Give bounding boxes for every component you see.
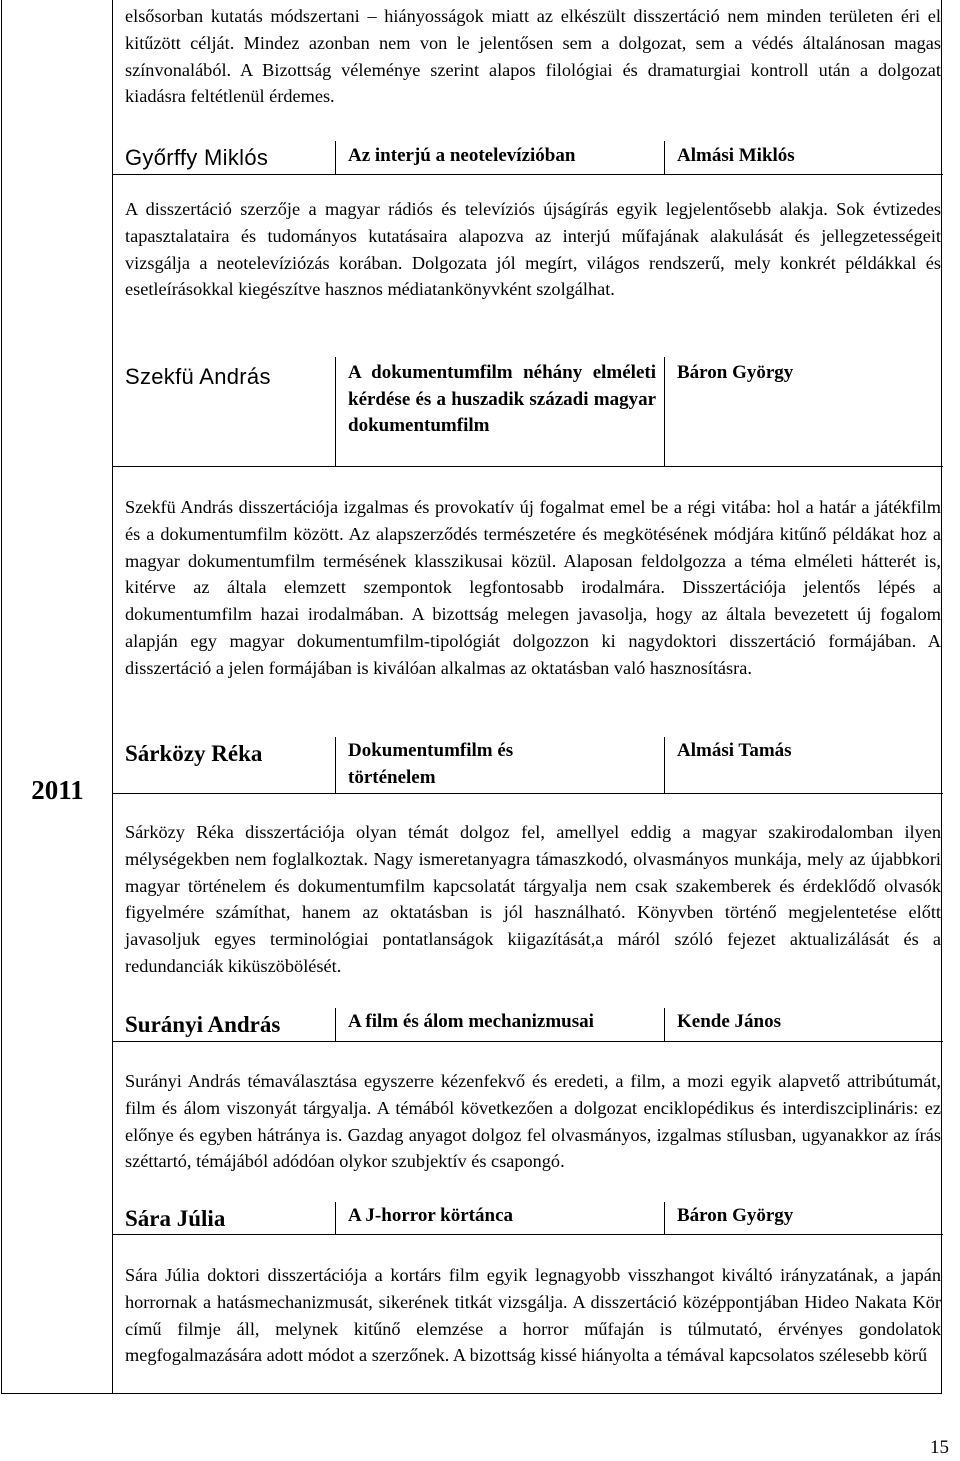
entry-title: Az interjú a neotelevízióban [336,141,665,175]
year-label: 2011 [31,775,84,805]
entry-author: Szekfü András [113,357,336,467]
entry-author: Sárközy Réka [113,737,336,794]
thesis-table [1,0,942,1394]
intro-paragraph: elsősorban kutatás módszertani – hiányosságok miatt az elkészült disszertáció nem minden területen éri el kitűzött célját. Mindez azonban nem von le jelentősen sem a dolgozat, sem a védés általánosan magas színvonalából. A Bizottság véleménye szerint alapos filológiai és dramaturgiai kontroll után a dolgozat kiadásra feltétlenül érdemes. [125,6,941,107]
entry-advisor: Almási Tamás [665,737,943,794]
entry-title: A film és álom mechanizmusai [336,1008,665,1042]
entry-text: Sárközy Réka disszertációja olyan témát dolgoz fel, amellyel eddig a magyar szakirodalomban ilyen mélységekben nem foglalkoztak. Nagy ismeretanyagra támaszkodó, olvasmányos munkája, mely az újabbkori magyar történelem és dokumentumfilm kapcsolatát tárgyalja nem csak szakemberek és érdeklődő olvasók figyelmére számíthat, hanem az oktatásban is jól használható. Könyvben történő megjelentetése előtt javasoljuk egyes terminológiai pontatlanságok kiigazítását,a máról szóló fejezet aktualizálását és a redundanciák kiküszöbölését. [125,822,941,976]
entry-advisor: Báron György [665,357,943,467]
entry-text: Szekfü András disszertációja izgalmas és provokatív új fogalmat emel be a régi vitába: hol a határ a játékfilm és a dokumentumfilm között. Az alapszerződés természetére és megkötésének módjára kitűnő példákat hoz a magyar dokumentumfilm termésének klasszikusai közül. Alaposan feldolgozza a téma elméleti hátterét is, kitérve az általa elemzett szempontok legfontosabb irodalmára. Disszertációja jelentős lépés a dokumentumfilm hazai irodalmában. A bizottság melegen javasolja, hogy az általa bevezetett új fogalom alapján egy magyar dokumentumfilm-tipológiát dolgozzon ki nagydoktori disszertáció formájában. A disszertáció a jelen formájában is kiválóan alkalmas az oktatásban való hasznosításra. [125,497,941,678]
entry-author: Sára Júlia [113,1202,336,1235]
content-column [113,0,943,1393]
entry-title: A J-horror körtánca [336,1202,665,1235]
entry-text: A disszertáció szerzője a magyar rádiós és televíziós újságírás egyik legjelentősebb alakja. Sok évtizedes tapasztalataira és tudományos kutatásaira alapozva az interjú műfajának alakulását és jellegzetességeit vizsgálja a neotelevíziózás korában. Dolgozata jól megírt, világos rendszerű, mely konkrét példákkal és esetleírásokkal kiegészítve hasznos médiatankönyvként szolgálhat. [125,199,941,300]
entry-title: Dokumentumfilm és történelem [336,737,665,794]
year-column [2,0,113,1393]
entry-advisor: Báron György [665,1202,943,1235]
entry-text: Surányi András témaválasztása egyszerre kézenfekvő és eredeti, a film, a mozi egyik alapvető attribútumát, film és álom viszonyát tárgyalja. A témából következően a dolgozat enciklopédikus és interdiszciplináris: ez előnye és egyben hátránya is. Gazdag anyagot dolgoz fel olvasmányos, izgalmas stílusban, ugyanakkor az írás széttartó, témájából adódóan olykor szubjektív és csapongó. [125,1071,941,1172]
entry-author: Győrffy Miklós [113,141,336,175]
entry-advisor: Almási Miklós [665,141,943,175]
entry-title: A dokumentumfilm néhány elméleti kérdése és a huszadik századi magyar dokumentumfilm [336,357,665,467]
entry-author: Surányi András [113,1008,336,1042]
page-number: 15 [930,1437,949,1458]
entry-advisor: Kende János [665,1008,943,1042]
entry-text: Sára Júlia doktori disszertációja a kortárs film egyik legnagyobb visszhangot kiváltó irányzatának, a japán horrornak a hatásmechanizmusát, sikerének titkát vizsgálja. A disszertáció középpontjában Hideo Nakata Kör című filmje áll, melynek kitűnő elemzése a horror műfaján is túlmutató, érvényes gondolatok megfogalmazására adott módot a szerzőnek. A bizottság kissé hiányolta a témával kapcsolatos szélesebb körű [125,1265,941,1366]
